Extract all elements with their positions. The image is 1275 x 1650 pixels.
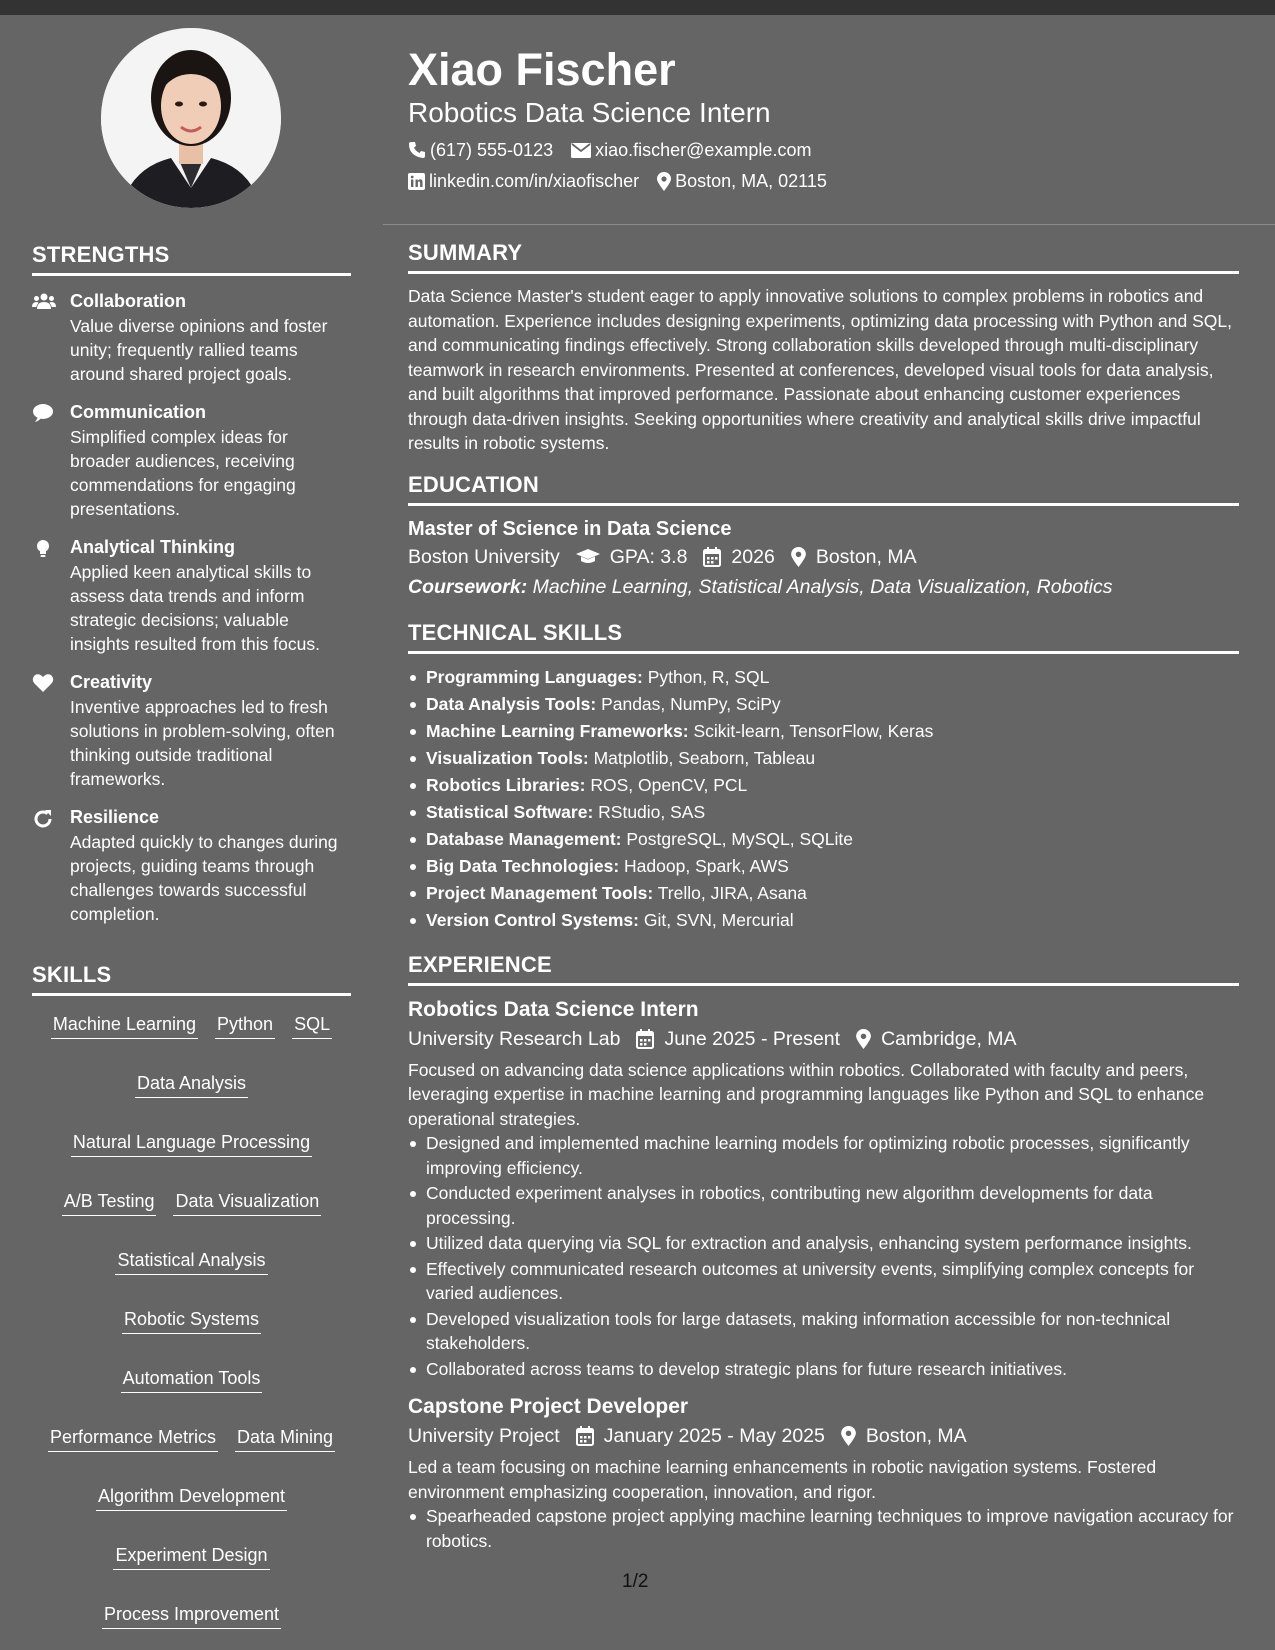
job-meta [408,1421,1239,1451]
skill-value: Trello, JIRA, Asana [657,882,807,903]
list-item [408,853,1239,880]
coursework-list: Machine Learning, Statistical Analysis, Data Visualization, Robotics [532,575,1113,598]
list-item [408,826,1239,853]
job-location [856,1024,1016,1054]
technical-skills-list [408,664,1239,934]
org-text: University Project [408,1425,560,1447]
school [408,542,560,572]
job-dates [636,1024,840,1054]
skill-tag: Performance Metrics [48,1425,218,1452]
summary-heading: SUMMARY [408,240,1239,274]
job-org [408,1421,560,1451]
list-item [408,718,1239,745]
users-icon [32,290,70,386]
dates-text: January 2025 - May 2025 [603,1425,825,1447]
contact-row [408,169,1238,193]
skill-tag: Robotic Systems [122,1307,261,1334]
skill-tag: Natural Language Processing [71,1130,312,1157]
location-contact [657,169,827,193]
job-bullets [408,1131,1239,1381]
strength-desc: Value diverse opinions and foster unity; frequently rallied teams around shared project goals. [70,316,328,384]
org-text: University Research Lab [408,1027,621,1050]
list-item [408,880,1239,907]
main-column [408,240,1239,1565]
strength-item [32,290,351,386]
top-bar [0,0,1275,15]
envelope-icon [571,143,591,158]
person-role: Robotics Data Science Intern [408,97,771,128]
profile-photo [101,28,281,208]
job-entry [408,1393,1239,1553]
skill-tag: Process Improvement [102,1602,281,1629]
phone-text: (617) 555-0123 [430,140,554,160]
list-item: Spearheaded capstone project applying machine learning techniques to improve navigation accuracy for robotics. [408,1504,1239,1553]
map-pin-icon [791,547,806,567]
experience-heading: EXPERIENCE [408,952,1239,986]
phone-contact[interactable] [408,138,553,162]
skill-tag: A/B Testing [62,1189,157,1216]
skill-tags [32,1010,351,1629]
strength-desc: Adapted quickly to changes during projects, guiding teams through challenges towards successful completion. [70,832,338,924]
edu-location [791,542,917,572]
header-divider [383,224,1275,225]
location-text: Cambridge, MA [881,1027,1017,1050]
list-item: Designed and implemented machine learning models for optimizing robotic processes, significantly improving efficiency. [408,1131,1239,1180]
skill-value: ROS, OpenCV, PCL [590,774,748,795]
list-item [408,745,1239,772]
skill-tag: Experiment Design [113,1543,269,1570]
skill-label: Big Data Technologies: [426,855,620,876]
skill-tag: Data Analysis [135,1071,248,1098]
list-item [408,772,1239,799]
strength-title: Analytical Thinking [70,537,236,557]
skill-value: RStudio, SAS [598,801,706,822]
skill-value: Git, SVN, Mercurial [643,909,794,930]
skill-label: Database Management: [426,828,622,849]
coursework [408,572,1239,602]
job-description: Led a team focusing on machine learning enhancements in robotic navigation systems. Fostered environment emphasizing cooperation, innovation, and rigor. [408,1457,1157,1502]
strength-item [32,401,351,521]
technical-skills-heading: TECHNICAL SKILLS [408,620,1239,654]
list-item: Developed visualization tools for large datasets, making information accessible for non-technical stakeholders. [408,1307,1239,1356]
speech-bubble-icon [32,401,70,521]
list-item: Conducted experiment analyses in robotics, contributing new algorithm developments for data processing. [408,1181,1239,1230]
list-item: Collaborated across teams to develop strategic plans for future research initiatives. [408,1357,1239,1382]
job-title: Capstone Project Developer [408,1395,689,1418]
skill-value: Pandas, NumPy, SciPy [601,693,781,714]
email-contact[interactable] [571,138,811,162]
grad-year [703,542,774,572]
lightbulb-icon [32,536,70,656]
skill-tag: Data Mining [235,1425,335,1452]
contact-row [408,138,1238,162]
heart-icon [32,671,70,791]
strength-desc: Simplified complex ideas for broader audiences, receiving commendations for engaging presentations. [70,427,296,519]
linkedin-icon [408,173,425,190]
list-item: Utilized data querying via SQL for extraction and analysis, enhancing system performance insights. [408,1231,1239,1256]
strength-title: Resilience [70,807,160,827]
resume-header [408,44,1238,193]
list-item [408,691,1239,718]
job-meta [408,1024,1239,1054]
skill-tag: Algorithm Development [96,1484,287,1511]
list-item [408,664,1239,691]
linkedin-contact[interactable] [408,169,639,193]
job-bullets [408,1504,1239,1553]
list-item: Effectively communicated research outcomes at university events, simplifying complex concepts for varied audiences. [408,1257,1239,1306]
strengths-heading: STRENGTHS [32,242,351,276]
gpa-text: GPA: 3.8 [609,545,688,568]
dates-text: June 2025 - Present [664,1027,841,1050]
list-item [408,907,1239,934]
skill-tag: Python [215,1012,275,1039]
strength-desc: Applied keen analytical skills to assess data trends and inform strategic decisions; valuable insights resulted from this focus. [70,562,320,654]
skill-value: Matplotlib, Seaborn, Tableau [593,747,816,768]
map-pin-icon [657,172,671,191]
strength-title: Creativity [70,672,153,692]
job-title: Robotics Data Science Intern [408,997,699,1021]
education-meta [408,542,1239,572]
person-name: Xiao Fischer [408,44,676,95]
graduation-cap-icon [576,548,600,565]
school-name: Boston University [408,545,560,568]
strength-item [32,671,351,791]
skill-value: PostgreSQL, MySQL, SQLite [626,828,853,849]
skill-tag: Machine Learning [51,1012,198,1039]
linkedin-text: linkedin.com/in/xiaofischer [429,171,640,191]
strength-item [32,806,351,926]
skill-tag: Statistical Analysis [115,1248,267,1275]
skill-value: Python, R, SQL [647,666,770,687]
coursework-label: Coursework: [408,575,528,598]
degree-title: Master of Science in Data Science [408,517,732,540]
skill-value: Hadoop, Spark, AWS [624,855,789,876]
map-pin-icon [856,1029,871,1049]
skill-tag: SQL [292,1012,332,1039]
email-text: xiao.fischer@example.com [595,140,812,160]
job-description: Focused on advancing data science applications within robotics. Collaborated with faculty and peers, leveraging expertise in machine learning and programming languages like Python and SQL to enhance operational strategies. [408,1059,1205,1129]
strength-title: Collaboration [70,291,186,311]
list-item [408,799,1239,826]
calendar-icon [703,547,721,567]
skill-label: Version Control Systems: [426,909,639,930]
education-heading: EDUCATION [408,472,1239,506]
job-location [841,1421,967,1451]
job-org [408,1024,620,1054]
skill-label: Machine Learning Frameworks: [426,720,689,741]
skill-label: Statistical Software: [426,801,594,822]
skill-label: Data Analysis Tools: [426,693,597,714]
location-text: Boston, MA, 02115 [675,171,827,191]
map-pin-icon [841,1426,856,1446]
calendar-icon [576,1426,594,1446]
skill-value: Scikit-learn, TensorFlow, Keras [693,720,934,741]
strength-desc: Inventive approaches led to fresh solutions in problem-solving, often thinking outside traditional frameworks. [70,697,335,789]
summary-text: Data Science Master's student eager to apply innovative solutions to complex problems in robotics and automation. Experience includes designing experiments, optimizing data processing with Python and SQL, and communicating findings effectively. Strong collaboration skills developed through multi-disciplinary teamwork in research environments. Presented at conferences, developed visual tools for data analysis, and built algorithms that improved performance. Passionate about enhancing customer experiences through data-driven insights. Seeking opportunities where creativity and analytical skills drive impactful results in robotic systems. [408,286,1232,453]
page-number: 1/2 [622,1571,649,1592]
strengths-section [32,242,351,941]
location-text: Boston, MA [865,1425,967,1447]
year-text: 2026 [731,545,775,568]
skill-label: Robotics Libraries: [426,774,586,795]
skill-label: Visualization Tools: [426,747,589,768]
skill-label: Project Management Tools: [426,882,654,903]
skill-tag: Data Visualization [173,1189,321,1216]
skill-tag: Automation Tools [121,1366,263,1393]
refresh-icon [32,806,70,926]
skill-label: Programming Languages: [426,666,643,687]
calendar-icon [636,1029,654,1049]
strength-title: Communication [70,402,207,422]
strength-item [32,536,351,656]
job-entry [408,996,1239,1382]
skills-heading: SKILLS [32,962,351,996]
job-dates [576,1421,825,1451]
edu-location-text: Boston, MA [815,545,917,568]
phone-icon [408,141,426,159]
gpa [576,542,688,572]
skills-section [32,962,351,1629]
